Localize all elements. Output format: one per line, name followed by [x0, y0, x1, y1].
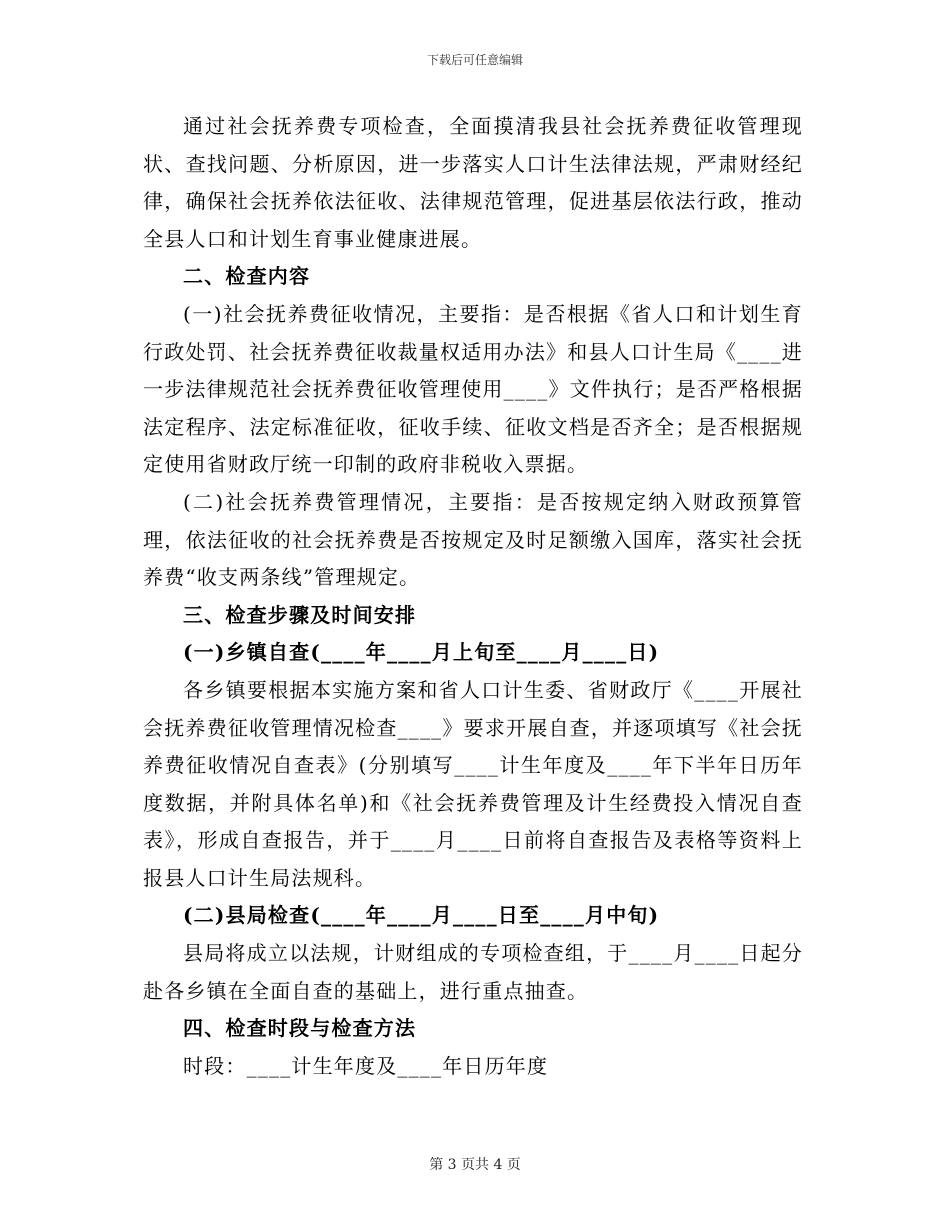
page-footer: 第 3 页共 4 页	[429, 1157, 521, 1173]
paragraph-county-bureau-check: 县局将成立以法规，计财组成的专项检查组，于____月____日起分赴各乡镇在全面自查的基础上，进行重点抽查。	[143, 941, 803, 1003]
paragraph-period: 时段：____计生年度及____年日历年度	[183, 1053, 549, 1078]
paragraph-collection-status: (一)社会抚养费征收情况，主要指：是否根据《省人口和计划生育行政处罚、社会抚养费征收裁量权适用办法》和县人口计生局《____进一步法律规范社会抚养费征收管理使用____》文件执行；是否严格根据法定程序、法定标准征收，征收手续、征收文档是否齐全；是否根据规定使用省财政厅统一印制的政府非税收入票据。	[143, 301, 803, 477]
document-body	[143, 108, 803, 1085]
heading-inspection-content: 二、检查内容	[183, 264, 311, 289]
paragraph-purpose: 通过社会抚养费专项检查，全面摸清我县社会抚养费征收管理现状、查找问题、分析原因，进一步落实人口计生法律法规，严肃财经纪律，确保社会抚养依法征收、法律规范管理，促进基层依法行政，推动全县人口和计划生育事业健康进展。	[143, 114, 803, 251]
paragraph-management-status: (二)社会抚养费管理情况，主要指：是否按规定纳入财政预算管理，依法征收的社会抚养费是否按规定及时足额缴入国库，落实社会抚养费“收支两条线”管理规定。	[143, 489, 803, 590]
heading-period-and-method: 四、检查时段与检查方法	[183, 1016, 417, 1041]
heading-steps-schedule: 三、检查步骤及时间安排	[183, 602, 417, 627]
paragraph-township-self-check: 各乡镇要根据本实施方案和省人口计生委、省财政厅《____开展社会抚养费征收管理情况检查____》要求开展自查，并逐项填写《社会抚养费征收情况自查表》(分别填写____计生年度及____年下半年日历年度数据，并附具体名单)和《社会抚养费管理及计生经费投入情况自查表》，形成自查报告，并于____月____日前将自查报告及表格等资料上报县人口计生局法规科。	[143, 677, 803, 890]
heading-county-bureau-check: (二)县局检查(____年____月____日至____月中旬)	[183, 903, 660, 928]
page-header: 下载后可任意编辑	[426, 53, 523, 67]
heading-township-self-check: (一)乡镇自查(____年____月上旬至____月____日)	[183, 640, 660, 665]
